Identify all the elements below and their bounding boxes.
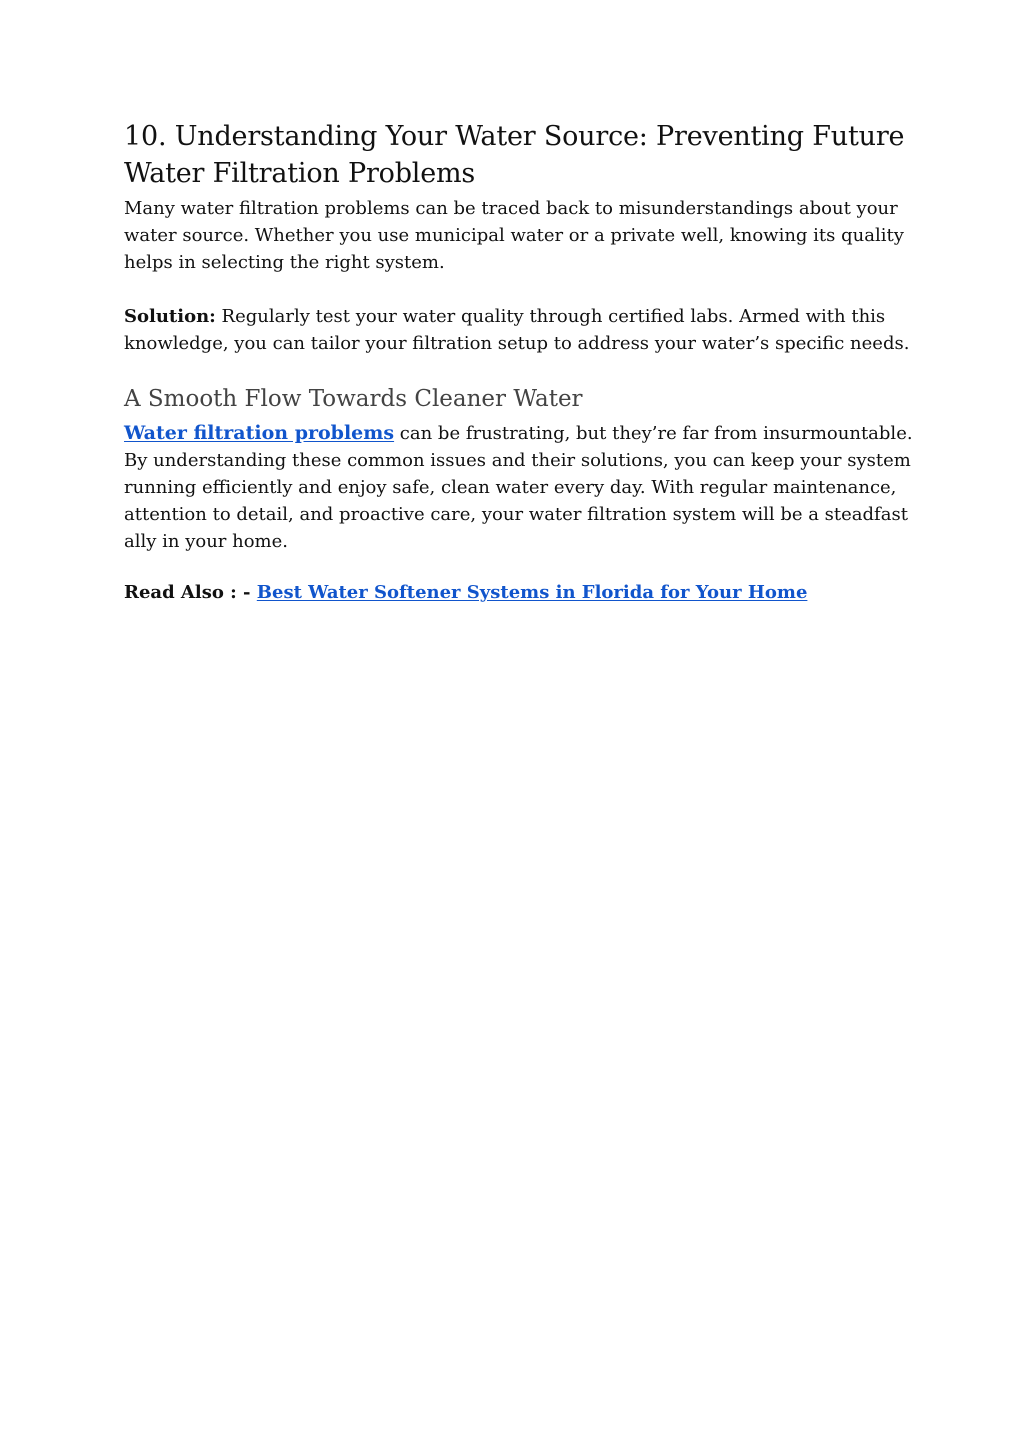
conclusion-body: can be frustrating, but they’re far from insurmountable. By understanding these common issues and their solutions, you can keep your system running efficiently and enjoy safe, clean water every day. With regular maintenance, attention to detail, and proactive care, your water filtration system will be a steadfast ally in your home.	[124, 423, 913, 552]
solution-label: Solution:	[124, 306, 216, 327]
water-filtration-problems-link[interactable]: Water filtration problems	[124, 422, 395, 444]
solution-text: Regularly test your water quality through certified labs. Armed with this knowledge, you can tailor your filtration setup to address your water’s specific needs.	[124, 306, 910, 354]
document-page	[124, 118, 914, 606]
intro-paragraph: Many water filtration problems can be traced back to misunderstandings about your water source. Whether you use municipal water or a private well, knowing its quality helps in selecting the right system.	[124, 198, 904, 273]
read-also-paragraph	[124, 579, 914, 606]
conclusion-paragraph	[124, 420, 914, 555]
read-also-label: Read Also : -	[124, 582, 257, 603]
conclusion-heading: A Smooth Flow Towards Cleaner Water	[124, 386, 583, 412]
section-heading: 10. Understanding Your Water Source: Preventing Future Water Filtration Problems	[124, 121, 905, 189]
solution-paragraph	[124, 303, 914, 357]
read-also-link[interactable]: Best Water Softener Systems in Florida for Your Home	[256, 582, 808, 603]
